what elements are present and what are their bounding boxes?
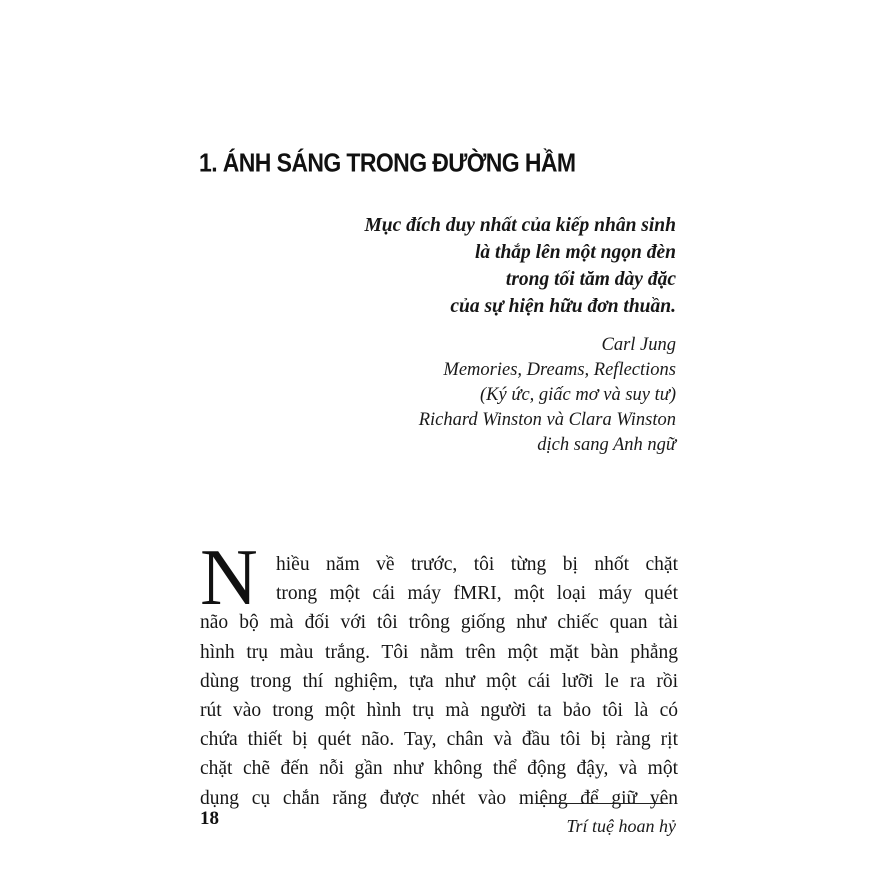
running-footer-book-title: Trí tuệ hoan hỷ	[566, 816, 676, 836]
attribution-author: Carl Jung	[601, 335, 676, 355]
epigraph-line: là thắp lên một ngọn đèn	[475, 242, 676, 263]
body-line: chặt chẽ đến nỗi gần như không thể động đậy, và một	[200, 758, 678, 780]
chapter-title: 1. ÁNH SÁNG TRONG ĐƯỜNG HẦM	[199, 148, 576, 178]
attribution-source: Memories, Dreams, Reflections	[443, 360, 676, 380]
footer-divider	[536, 803, 668, 804]
body-line: rút vào trong một hình trụ mà người ta bảo tôi là có	[200, 699, 678, 721]
page-number: 18	[200, 808, 219, 829]
epigraph-quote	[196, 212, 676, 320]
body-line: hiều năm về trước, tôi từng bị nhốt chặt	[276, 554, 678, 575]
body-line: dụng cụ chắn răng được nhét vào miệng để giữ yên	[200, 787, 678, 809]
drop-cap-letter: N	[200, 534, 258, 622]
body-line: trong một cái máy fMRI, một loại máy quét	[276, 583, 678, 605]
epigraph-line: trong tối tăm dày đặc	[505, 269, 676, 290]
body-line: chứa thiết bị quét não. Tay, chân và đầu tôi bị ràng rịt	[200, 729, 678, 751]
body-paragraph	[200, 550, 678, 813]
epigraph-line: Mục đích duy nhất của kiếp nhân sinh	[364, 215, 676, 236]
attribution-translators: Richard Winston và Clara Winston	[418, 410, 676, 430]
body-line: hình trụ màu trắng. Tôi nằm trên một mặt bàn phẳng	[200, 641, 678, 663]
epigraph-attribution	[196, 333, 676, 458]
epigraph-line: của sự hiện hữu đơn thuần.	[450, 296, 676, 317]
body-line: não bộ mà đối với tôi trông giống như chiếc quan tài	[200, 612, 678, 634]
body-line: dùng trong thí nghiệm, tựa như một cái lưỡi le ra rồi	[200, 670, 678, 692]
attribution-note: dịch sang Anh ngữ	[537, 435, 676, 455]
attribution-translation-title: (Ký ức, giấc mơ và suy tư)	[480, 385, 676, 405]
